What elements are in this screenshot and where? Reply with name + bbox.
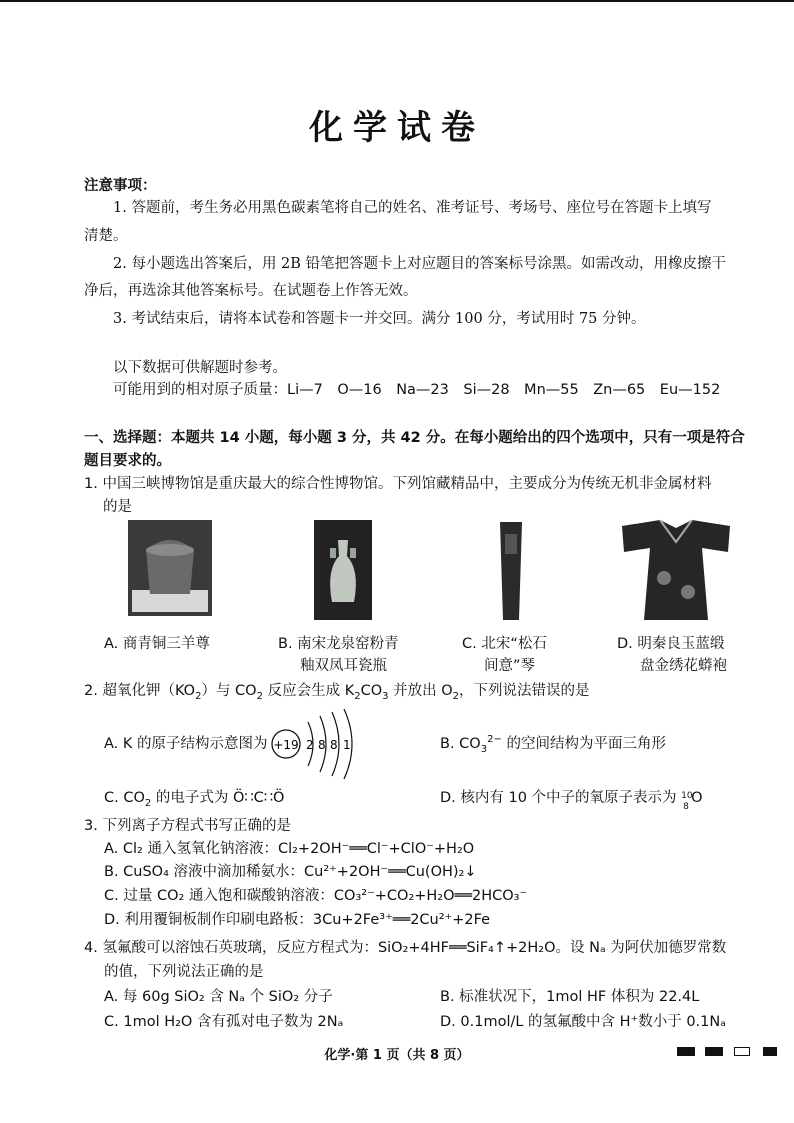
subscript: 3 <box>382 690 389 702</box>
q1-stem-line2: 的是 <box>103 499 132 515</box>
q1-option-d-line1: D. 明秦良玉蓝缎 <box>617 636 725 652</box>
q2-option-d-part: D. 核内有 10 个中子的氧原子表示为 <box>440 790 677 806</box>
q2-option-b <box>440 734 666 754</box>
dragon-robe-image <box>620 518 732 622</box>
subscript: 2 <box>354 690 361 702</box>
q4-option-c: C. 1mol H₂O 含有孤对电子数为 2Nₐ <box>104 1014 344 1030</box>
top-rule <box>0 0 794 2</box>
shell-1-count: 2 <box>306 738 314 752</box>
notice-item1-line1: 1. 答题前，考生务必用黑色碳素笔将自己的姓名、准考证号、考场号、座位号在答题卡上填写 <box>113 200 712 216</box>
potassium-atom-diagram <box>266 708 366 782</box>
subscript: 2 <box>452 690 460 702</box>
reference-line1: 以下数据可供解题时参考。 <box>113 360 287 376</box>
q4-option-b: B. 标准状况下，1mol HF 体积为 22.4L <box>440 989 700 1005</box>
shell-3-count: 8 <box>330 738 338 752</box>
q1-option-c-line2: 间意”琴 <box>484 658 536 674</box>
mass-number: 10 <box>681 791 693 801</box>
notice-item3: 3. 考试结束后，请将本试卷和答题卡一并交回。满分 100 分，考试用时 75 分钟。 <box>113 311 646 327</box>
q4-option-d: D. 0.1mol/L 的氢氟酸中含 H⁺数小于 0.1Nₐ <box>440 1014 726 1030</box>
atomic-number: 8 <box>683 802 689 812</box>
q2-option-d <box>440 788 703 812</box>
q1-option-b-line2: 釉双凤耳瓷瓶 <box>300 658 387 674</box>
scan-mark-2 <box>705 1047 723 1056</box>
exam-title: 化学试卷 <box>309 108 485 148</box>
scan-mark-1 <box>677 1047 695 1056</box>
q2-stem-part: ，下列说法错误的是 <box>459 683 590 699</box>
q2-option-b-part: 的空间结构为平面三角形 <box>501 736 666 752</box>
oxygen-isotope-numbers <box>681 788 693 812</box>
notice-heading: 注意事项： <box>84 178 157 194</box>
subscript: 3 <box>480 743 488 755</box>
q3-option-c: C. 过量 CO₂ 通入饱和碳酸钠溶液：CO₃²⁻+CO₂+H₂O══2HCO₃⁻ <box>104 888 528 904</box>
q3-option-a: A. Cl₂ 通入氢氧化钠溶液：Cl₂+2OH⁻══Cl⁻+ClO⁻+H₂O <box>104 841 475 857</box>
q1-option-c-line1: C. 北宋“松石 <box>462 636 547 652</box>
q1-option-a: A. 商青铜三羊尊 <box>104 636 210 652</box>
q2-option-c-part: 的电子式为 <box>151 790 229 806</box>
q3-stem: 3. 下列离子方程式书写正确的是 <box>84 818 291 834</box>
reference-line2: 可能用到的相对原子质量：Li—7 O—16 Na—23 Si—28 Mn—55 Zn—65 Eu—152 <box>113 382 721 398</box>
subscript: 2 <box>195 690 202 702</box>
notice-item2-line1: 2. 每小题选出答案后，用 2B 铅笔把答题卡上对应题目的答案标号涂黑。如需改动，用橡皮擦干 <box>113 256 727 272</box>
section1-line1: 一、选择题：本题共 14 小题，每小题 3 分，共 42 分。在每小题给出的四个选项中，只有一项是符合 <box>84 430 745 446</box>
q2-stem-part: 反应会生成 K <box>262 683 355 699</box>
q2-option-c-part: C. CO <box>104 790 145 806</box>
q4-stem-line1: 4. 氢氟酸可以溶蚀石英玻璃，反应方程式为：SiO₂+4HF══SiF₄↑+2H₂O。设 Nₐ 为阿伏加德罗常数 <box>84 940 727 956</box>
celadon-vase-image <box>314 520 372 620</box>
notice-item1-line2: 清楚。 <box>84 228 128 244</box>
subscript: 2 <box>144 797 152 809</box>
page-footer: 化学·第 1 页（共 8 页） <box>324 1048 470 1063</box>
section1-line2: 题目要求的。 <box>84 453 171 469</box>
q2-option-b-part: B. CO <box>440 736 481 752</box>
q2-stem-part: ）与 CO <box>201 683 257 699</box>
q2-stem-part: 并放出 O <box>388 683 453 699</box>
q1-option-d-line2: 盘金绣花蟒袍 <box>640 658 727 674</box>
shell-2-count: 8 <box>318 738 326 752</box>
bronze-zun-image <box>128 520 212 616</box>
element-symbol: O <box>691 790 703 806</box>
q4-stem-line2: 的值，下列说法正确的是 <box>104 964 264 980</box>
q1-option-b-line1: B. 南宋龙泉窑粉青 <box>278 636 399 652</box>
q3-option-b: B. CuSO₄ 溶液中滴加稀氨水：Cu²⁺+2OH⁻══Cu(OH)₂↓ <box>104 864 477 880</box>
co2-electron-formula: Ö∷C∷Ö <box>232 790 285 806</box>
q4-option-a: A. 每 60g SiO₂ 含 Nₐ 个 SiO₂ 分子 <box>104 989 333 1005</box>
q2-option-c <box>104 788 284 808</box>
nucleus-charge: +19 <box>273 738 299 752</box>
notice-item2-line2: 净后，再选涂其他答案标号。在试题卷上作答无效。 <box>84 283 418 299</box>
q2-stem <box>84 681 590 701</box>
scan-mark-4 <box>763 1047 777 1056</box>
superscript: 2− <box>487 734 502 746</box>
scan-mark-3 <box>734 1047 750 1056</box>
shell-4-count: 1 <box>343 738 351 752</box>
q2-stem-part: CO <box>360 683 383 699</box>
guqin-image <box>496 520 526 622</box>
q3-option-d: D. 利用覆铜板制作印刷电路板：3Cu+2Fe³⁺══2Cu²⁺+2Fe <box>104 912 491 928</box>
subscript: 2 <box>256 690 263 702</box>
q2-option-a-text: A. K 的原子结构示意图为 <box>104 736 268 752</box>
q1-stem-line1: 1. 中国三峡博物馆是重庆最大的综合性博物馆。下列馆藏精品中，主要成分为传统无机非金属材料 <box>84 476 712 492</box>
q2-stem-part: 2. 超氧化钾（KO <box>84 683 196 699</box>
